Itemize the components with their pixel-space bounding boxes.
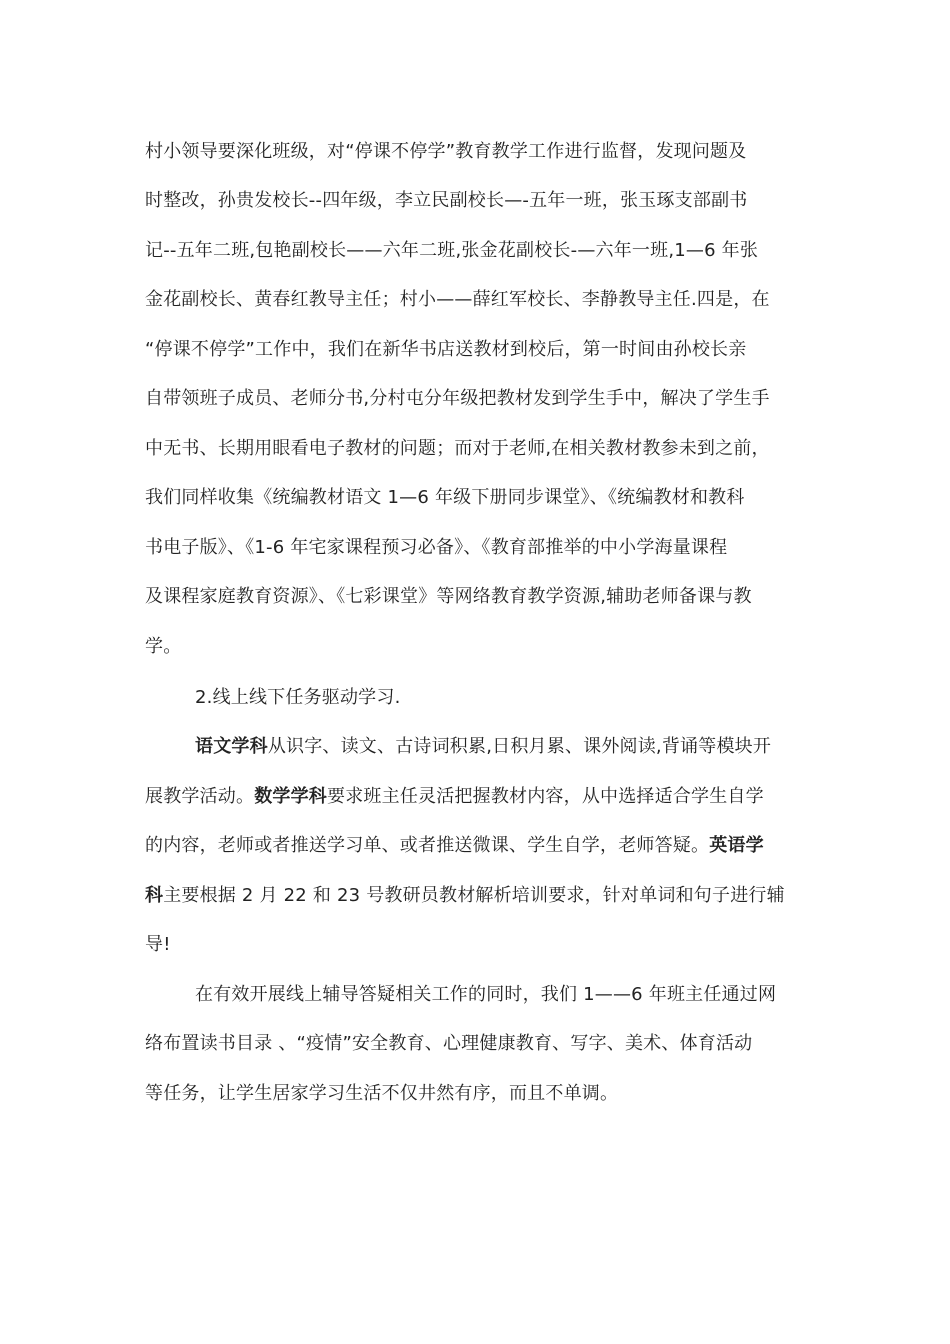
paragraph-3-line-3: 等任务，让学生居家学习生活不仅井然有序，而且不单调。: [145, 1083, 619, 1104]
paragraph-2-line-4-text: 主要根据 2 月 22 和 23 号教研员教材解析培训要求，针对单词和句子进行辅: [163, 885, 785, 906]
subject-english-part-1: 英语学: [709, 835, 764, 856]
subject-chinese: 语文学科: [195, 736, 268, 757]
subject-english-part-2: 科: [145, 885, 164, 906]
paragraph-2-line-1: [195, 734, 771, 760]
paragraph-3-line-2: 络布置读书目录 、“疫情”安全教育、心理健康教育、写字、美术、体育活动: [145, 1033, 753, 1054]
paragraph-2-line-3-text: 的内容，老师或者推送学习单、或者推送微课、学生自学，老师答疑。: [145, 835, 710, 856]
paragraph-1-line-6: 自带领班子成员、老师分书,分村屯分年级把教材发到学生手中，解决了学生手: [145, 388, 770, 409]
paragraph-1-line-9: 书电子版》、《1-6 年宅家课程预习必备》、《教育部推举的中小学海量课程: [145, 537, 728, 558]
paragraph-1-line-5: “停课不停学”工作中，我们在新华书店送教材到校后，第一时间由孙校长亲: [145, 339, 747, 360]
paragraph-1-line-7: 中无书、长期用眼看电子教材的问题；而对于老师,在相关教材教参未到之前，: [145, 438, 770, 459]
paragraph-1-line-2: 时整改，孙贵发校长--四年级，李立民副校长—-五年一班，张玉琢支部副书: [145, 190, 748, 211]
paragraph-1-line-1: 村小领导要深化班级，对“停课不停学”教育教学工作进行监督，发现问题及: [145, 141, 747, 162]
paragraph-2-line-2: [145, 784, 764, 810]
paragraph-1-line-4: 金花副校长、黄春红教导主任；村小——薛红军校长、李静教导主任.四是，在: [145, 289, 770, 310]
paragraph-2-line-1-text: 从识字、读文、古诗词积累,日积月累、课外阅读,背诵等模块开: [267, 736, 772, 757]
paragraph-2-line-4: [145, 883, 785, 909]
subject-math: 数学学科: [254, 786, 328, 807]
paragraph-1-line-8: 我们同样收集《统编教材语文 1—6 年级下册同步课堂》、《统编教材和教科: [145, 487, 745, 508]
paragraph-2-line-2-text-b: 要求班主任灵活把握教材内容，从中选择适合学生自学: [327, 786, 764, 807]
paragraph-2-line-3: [145, 833, 764, 859]
paragraph-2-line-2-text-a: 展教学活动。: [145, 786, 255, 807]
paragraph-1-line-10: 及课程家庭教育资源》、《七彩课堂》等网络教育教学资源,辅助老师备课与教: [145, 586, 752, 607]
paragraph-1-line-3: 记--五年二班,包艳副校长——六年二班,张金花副校长-—六年一班,1—6 年张: [145, 240, 759, 261]
paragraph-1-line-11: 学。: [145, 636, 182, 657]
paragraph-2-line-5: 导!: [145, 934, 171, 955]
section-heading: 2.线上线下任务驱动学习.: [195, 687, 401, 708]
paragraph-3-line-1: 在有效开展线上辅导答疑相关工作的同时，我们 1——6 年班主任通过网: [195, 984, 777, 1005]
